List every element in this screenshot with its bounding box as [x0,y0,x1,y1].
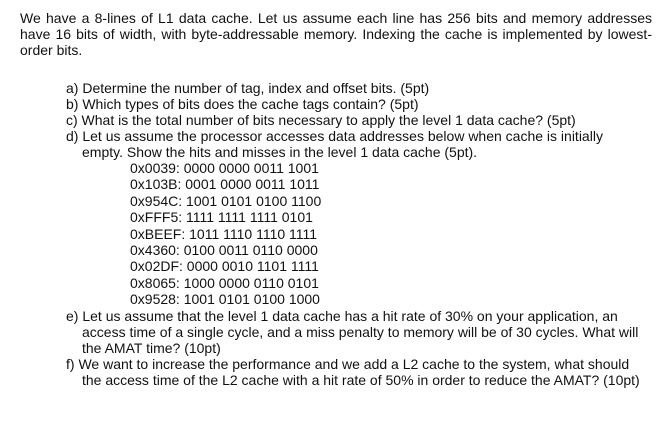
question-b: b) Which types of bits does the cache tags contain? (5pt) [66,96,419,112]
question-list [66,80,646,388]
address-item: 0xBEEF: 1011 1110 1110 1111 [130,225,318,242]
address-item: 0x9528: 1001 0101 0100 1000 [130,291,320,308]
question-c: c) What is the total number of bits necessary to apply the level 1 data cache? (5pt) [66,112,576,128]
address-item: 0x0039: 0000 0000 0011 1001 [130,160,319,176]
address-item: 0x103B: 0001 0000 0011 1011 [130,176,320,193]
problem-intro: We have a 8-lines of L1 data cache. Let us assume each line has 256 bits and memory addresses have 16 bits of width, with byte-addressable memory. Indexing the cache is implemented by lowest-order bits. [20,10,652,58]
address-item: 0x8065: 1000 0000 0110 0101 [130,274,319,291]
address-item: 0xFFF5: 1111 1111 1111 0101 [130,209,313,226]
question-a: a) Determine the number of tag, index and offset bits. (5pt) [66,80,430,96]
address-item: 0x954C: 1001 0101 0100 1100 [130,192,322,209]
address-item: 0x02DF: 0000 0010 1101 1111 [130,258,319,275]
question-f: f) We want to increase the performance and we add a L2 cache to the system, what should the access time of the L2 cache with a hit rate of 50% in order to reduce the AMAT? (10pt) [66,355,640,388]
question-d: d) Let us assume the processor accesses data addresses below when cache is initially empty. Show the hits and misses in the level 1 data cache (5pt). [66,128,603,160]
question-e: e) Let us assume that the level 1 data cache has a hit rate of 30% on your application, an access time of a single cycle, and a miss penalty to memory will be of 30 cycles. What will the AMAT time? (10pt) [66,307,639,356]
address-item: 0x4360: 0100 0011 0110 0000 [130,242,318,259]
address-list [130,160,646,308]
